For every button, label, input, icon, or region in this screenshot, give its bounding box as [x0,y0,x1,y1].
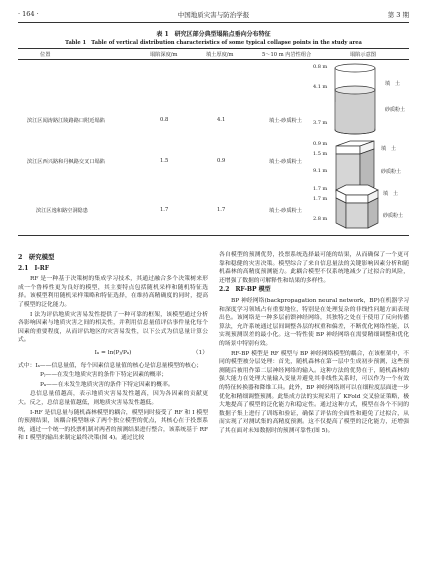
row3-location: 滨江区逸和路空洞隐患 [36,208,88,214]
d2-bot-dim: 9.1 m [313,168,328,174]
paragraph: 总信息量值越高，表示地质灾害易发性越高，因为各因素的贡献更大。反之，总信息量值越低，则地质灾害易发性越低。 [18,391,208,406]
row1-lithology: 填土-砂质粉土 [269,118,302,124]
collapse-diagram-3 [332,182,382,234]
d2-mid-dim: 1.5 m [313,151,328,157]
row2-fill: 0.9 [217,158,226,164]
table-header-rule [18,59,409,60]
row3-depth: 1.7 [160,207,169,213]
d3-soil-label: 砂质粉土 [383,213,404,219]
paragraph: RF 是一种基于决策树的集成学习技术，其通过融合多个决策树来形成一个鲁棒性更为良好的模型，其主要特点包括随机采样和随机特征选择。该模型利用随机采样策略和特征选择，在维持高精确度的同时，提高了模型的泛化能力。 [18,276,208,308]
d3-fill-label: 填 土 [383,191,399,197]
paragraph: RF-BP 模型是 RF 模型与 BP 神经网络模型的耦合，在该框架中，不同的模型被分层处理：首先，随机森林在第一层中生成初步预测，这些预测随后被用作第二层神经网络的输入。这种方法的优势在于，随机森林的强大能力在处理大量输入变量并避免其非线性关系时，可以作为一个有效的特征转换器和降维工具。此外，BP 神经网络则可以在细粒度层面进一步优化和精细调整预测。此集成方法的实现采用了 KFold 交叉验证策略，极大地提高了模型的泛化能力和稳定性。通过这种方式，模型在各个不同的数据子集上进行了训练和验证，确保了评估的全面性和避免了过拟合，从而实现了对测试集的高精度预测。这不仅提高了模型的泛化能力，还增强了其在面对未知数据时的预测可靠性(图 5)。 [219,350,409,434]
row1-location: 滨江区闻涛路江陵路路口附近塌陷 [27,118,105,124]
d1-top-dim: 0.8 m [313,64,328,70]
formula-number: （1） [192,349,208,356]
d1-fill-label: 填 土 [385,81,401,87]
d2-soil-label: 砂质粉土 [381,169,402,175]
d3-top-dim: 1.7 m [313,186,328,192]
d3-bot-dim: 2.8 m [313,216,328,222]
paragraph: I 法为评估地质灾害易发性提供了一种可靠的框架，该模型通过分析各影响因素与地质灾害之间的相关性，并利用信息量值评估事件量化每个因素的重要程度，从而评估地区的灾害易发性，以下公式为信息量计算公式。 [18,311,208,344]
paragraph: Pⱼ——在发生地质灾害的条件下特定因素的概率； [40,372,168,379]
subsection-heading-rfbp: 2.2 RF-BP 模型 [219,286,271,294]
paragraph: 式中：Iₐ——信息量值，每个因素信息量值的核心是信息量模型的核心； [18,362,203,369]
row3-lithology: 填土-砂质粉土 [269,208,302,214]
table-caption-en: Table 1 Table of vertical distribution characteristics of some typical collapse points in the study area [65,40,362,46]
formula-1 [18,349,208,358]
issue-number: 第 3 期 [387,11,409,19]
subsection-heading-irf: 2.1 I-RF [18,264,49,272]
d2-fill-label: 填 土 [381,146,397,152]
row3-fill: 1.7 [217,207,226,213]
formula-expression: Iₐ = ln(Pⱼ/Pₐ) [94,349,132,356]
journal-title: 中国地质灾害与防治学报 [177,11,250,19]
row2-lithology: 填土-砂质粉土 [269,159,302,165]
left-column [18,251,208,444]
row2-depth: 1.5 [160,158,169,164]
row1-depth: 0.8 [160,117,169,123]
page-number: · 164 · [18,10,39,18]
table-top-rule [18,48,409,49]
col-header-location: 位置 [40,52,51,58]
col-header-depth: 塌陷深度/m [150,52,178,58]
d1-bot-dim: 3.7 m [313,120,328,126]
header-rule [18,22,409,23]
paragraph: I-RF 是信息量与随机森林模型的耦合，模型同时接受了 RF 和 I 模型的预测结果，该耦合模型继承了两个独立模型的优点，其核心在于投票系统，通过一个统一的投票机制对两者的预测结果进行整合，该系统基于 RF 和 I 模型的输出来制定最终决策(图 4)。通过比较 [18,409,208,442]
table-caption-cn: 表 1 研究区部分典型塌陷点垂向分布特征 [156,31,271,38]
d3-mid-dim: 1.7 m [313,196,328,202]
paragraph: BP 神经网络(backpropagation neural network，BP)在机器学习和深度学习领域占有重要地位，特别是在处理复杂的非线性问题方面表现出色。该网络是一种多层前馈神经网络，其独特之处在于使用了反向传播算法，允许系统通过层间调整各层的权重和偏差，不断优化网络性能，以实现预测误差的最小化。这一特性使 BP 神经网络在需要精细调整和优化的场景中特别有效。 [219,297,409,347]
paragraph: 各自模型的预测优势，投票系统选择最可能的结果，从而确保了一个更可靠和稳健的灾害决策。模型综合了来自信息量法的关键影响因素分析和随机森林的高精度预测能力。此耦合模型不仅系统地减少了过拟合的风险，还增强了数据的可解释性和结果的多样性。 [219,252,409,284]
d1-soil-label: 砂质粉土 [385,107,406,113]
row1-fill: 4.1 [217,117,226,123]
d2-top-dim: 0.9 m [313,141,328,147]
table-bottom-rule [18,235,409,236]
col-header-fill: 填土厚度/m [206,52,234,58]
paragraph: Pₐ——在未发生地质灾害的条件下特定因素的概率。 [40,381,174,388]
row2-location: 滨江区西兴路和丹枫路交叉口塌陷 [27,159,105,165]
collapse-diagram-1 [330,62,380,138]
right-column [219,251,409,436]
col-header-diagram: 塌陷示意图 [350,52,376,58]
d1-mid-dim: 4.1 m [313,84,328,90]
section-heading-research-model: 2 研究模型 [18,253,55,261]
col-header-lithology: 5～10 m 内岩性组合 [262,52,312,58]
running-header [18,8,409,22]
